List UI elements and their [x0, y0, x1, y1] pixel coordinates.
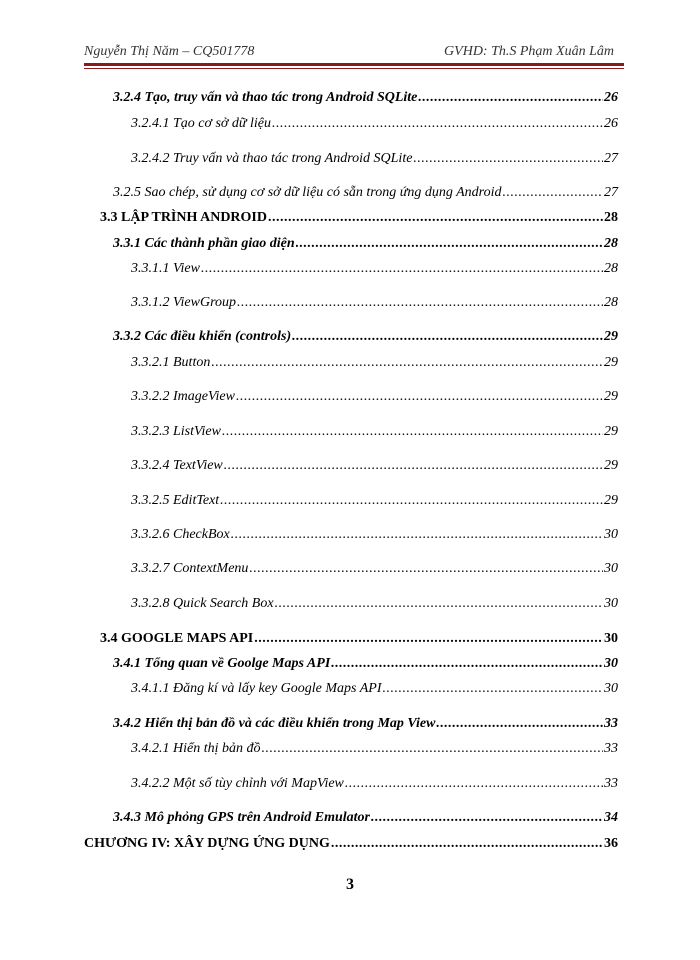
toc-entry-label: 3.2.4.2 Truy vấn và thao tác trong Android SQLite [131, 151, 413, 166]
toc-entry-label: 3.3.2.5 EditText [131, 493, 220, 508]
toc-leader-dots [502, 183, 603, 203]
toc-entry [113, 714, 618, 734]
toc-entry-page: 28 [604, 261, 618, 276]
toc-leader-dots [371, 808, 603, 828]
toc-leader-dots [211, 353, 603, 373]
toc-leader-dots [331, 654, 603, 674]
toc-leader-dots [292, 327, 603, 347]
toc-entry [113, 654, 618, 674]
toc-leader-dots [220, 491, 603, 511]
toc-entry [131, 491, 618, 511]
toc-entry [131, 114, 618, 134]
toc-entry-page: 36 [604, 836, 618, 851]
toc-leader-dots [383, 679, 603, 699]
toc-entry-page: 30 [604, 561, 618, 576]
toc-entry-page: 33 [604, 741, 618, 756]
toc-entry [100, 629, 618, 649]
toc-entry-label: 3.3.2.3 ListView [131, 424, 221, 439]
toc-leader-dots [222, 422, 603, 442]
toc-entry-label: 3.3.2.2 ImageView [131, 389, 235, 404]
toc-entry [131, 594, 618, 614]
toc-entry-page: 30 [604, 656, 618, 671]
toc-entry [131, 259, 618, 279]
toc-entry-page: 33 [604, 776, 618, 791]
toc-entry-label: 3.4.1 Tổng quan về Goolge Maps API [113, 656, 331, 671]
toc-leader-dots [249, 559, 603, 579]
toc-entry [131, 422, 618, 442]
toc-entry-label: 3.3.2.1 Button [131, 355, 211, 370]
toc-leader-dots [224, 456, 603, 476]
header-rule-thin [84, 68, 624, 69]
toc-leader-dots [236, 387, 603, 407]
toc-entry-label: 3.3.1 Các thành phần giao diện [113, 236, 295, 251]
toc-entry [113, 327, 618, 347]
toc-entry [113, 234, 618, 254]
toc-entry [131, 387, 618, 407]
toc-entry-page: 34 [604, 810, 618, 825]
header-rule-thick [84, 63, 624, 66]
toc-leader-dots [237, 293, 603, 313]
toc-entry-page: 33 [604, 716, 618, 731]
toc-entry-page: 30 [604, 596, 618, 611]
toc-entry [131, 679, 618, 699]
toc-entry-page: 28 [604, 210, 618, 225]
toc-entry [113, 808, 618, 828]
toc-entry-label: 3.3.2.8 Quick Search Box [131, 596, 274, 611]
toc-leader-dots [254, 629, 603, 649]
toc-leader-dots [262, 739, 604, 759]
toc-entry [131, 293, 618, 313]
toc-entry-label: 3.2.4.1 Tạo cơ sở dữ liệu [131, 116, 272, 131]
toc-entry-label: 3.2.4 Tạo, truy vấn và thao tác trong Android SQLite [113, 90, 418, 105]
toc-entry [100, 208, 618, 228]
toc-entry [113, 183, 618, 203]
toc-entry-page: 29 [604, 493, 618, 508]
toc-entry-label: 3.4.2.1 Hiển thị bản đồ [131, 741, 261, 756]
toc-entry [131, 353, 618, 373]
toc-entry-page: 28 [604, 236, 618, 251]
page-header [84, 40, 624, 64]
toc-leader-dots [201, 259, 603, 279]
toc-entry-label: 3.4.2 Hiển thị bản đồ và các điều khiển trong Map View [113, 716, 436, 731]
toc-entry [113, 88, 618, 108]
toc-entry-page: 29 [604, 355, 618, 370]
toc-entry-label: 3.3 LẬP TRÌNH ANDROID [100, 210, 267, 225]
toc-entry-page: 26 [604, 90, 618, 105]
page-number: 3 [346, 876, 354, 893]
toc-leader-dots [436, 714, 603, 734]
toc-entry-label: 3.3.1.1 View [131, 261, 200, 276]
toc-entry-page: 29 [604, 424, 618, 439]
toc-entry [131, 525, 618, 545]
toc-leader-dots [268, 208, 603, 228]
toc-entry-label: 3.3.2.7 ContextMenu [131, 561, 249, 576]
toc-entry-label: 3.3.1.2 ViewGroup [131, 295, 236, 310]
toc-entry [131, 456, 618, 476]
toc-leader-dots [275, 594, 603, 614]
toc-leader-dots [345, 774, 603, 794]
toc-entry-label: CHƯƠNG IV: XÂY DỰNG ỨNG DỤNG [84, 836, 330, 851]
header-author: Nguyễn Thị Năm – CQ501778 [84, 44, 255, 59]
toc-entry [131, 774, 618, 794]
toc-entry-label: 3.4.3 Mô phỏng GPS trên Android Emulator [113, 810, 370, 825]
toc-entry [131, 559, 618, 579]
toc-entry-page: 28 [604, 295, 618, 310]
toc-entry-page: 29 [604, 329, 618, 344]
toc-entry-page: 30 [604, 527, 618, 542]
toc-leader-dots [413, 149, 603, 169]
toc-entry-page: 29 [604, 458, 618, 473]
toc-entry [131, 149, 618, 169]
toc-leader-dots [331, 834, 603, 854]
toc-entry-label: 3.3.2 Các điều khiển (controls) [113, 329, 292, 344]
toc-entry-page: 29 [604, 389, 618, 404]
toc-leader-dots [272, 114, 603, 134]
toc-entry [131, 739, 618, 759]
toc-entry-label: 3.2.5 Sao chép, sử dụng cơ sở dữ liệu có sẵn trong ứng dụng Android [113, 185, 502, 200]
toc-entry-page: 27 [604, 151, 618, 166]
toc-entry-label: 3.3.2.6 CheckBox [131, 527, 230, 542]
toc-entry-page: 26 [604, 116, 618, 131]
toc-leader-dots [418, 88, 603, 108]
toc-leader-dots [296, 234, 603, 254]
toc-entry-page: 30 [604, 681, 618, 696]
toc-entry-page: 27 [604, 185, 618, 200]
toc-entry [84, 834, 618, 854]
toc-entry-label: 3.4.1.1 Đăng kí và lấy key Google Maps API [131, 681, 382, 696]
toc-entry-label: 3.4.2.2 Một số tùy chỉnh với MapView [131, 776, 344, 791]
toc-entry-page: 30 [604, 631, 618, 646]
header-advisor: GVHD: Th.S Phạm Xuân Lâm [444, 44, 614, 59]
toc-entry-label: 3.4 GOOGLE MAPS API [100, 631, 254, 646]
toc-leader-dots [231, 525, 603, 545]
toc-entry-label: 3.3.2.4 TextView [131, 458, 223, 473]
